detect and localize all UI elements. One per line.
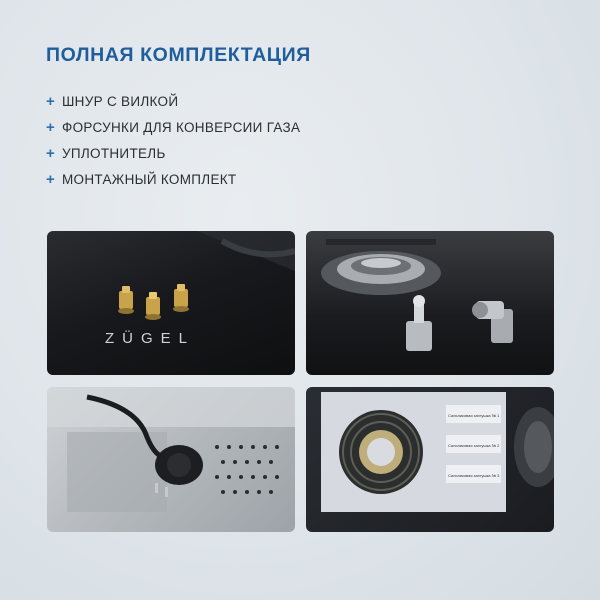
list-item <box>46 166 300 192</box>
nozzles-photo <box>47 231 295 375</box>
nozzle-icon <box>118 286 134 314</box>
list-item <box>46 88 300 114</box>
gasket-roll-icon <box>339 410 423 494</box>
label-text: Сальниковая заглушка № 3 <box>448 473 500 478</box>
list-item <box>46 140 300 166</box>
elbow-fitting-icon <box>472 301 513 343</box>
plus-icon: + <box>46 170 56 188</box>
list-item <box>46 114 300 140</box>
list-item-label: ШНУР С ВИЛКОЙ <box>62 93 179 109</box>
power-cord-photo <box>47 387 295 532</box>
burner-fittings-photo <box>306 231 554 375</box>
gasket-photo <box>306 387 554 532</box>
plus-icon: + <box>46 118 56 136</box>
nozzle-icon <box>173 284 189 312</box>
list-item-label: УПЛОТНИТЕЛЬ <box>62 145 166 161</box>
label-text: Сальниковая заглушка № 1 <box>448 413 500 418</box>
burner-icon <box>321 239 441 295</box>
nozzle-icon <box>145 292 161 320</box>
page-title: ПОЛНАЯ КОМПЛЕКТАЦИЯ <box>46 44 311 66</box>
label-text: Сальниковая заглушка № 2 <box>448 443 500 448</box>
equipment-list <box>46 88 300 192</box>
list-item-label: МОНТАЖНЫЙ КОМПЛЕКТ <box>62 171 237 187</box>
burner-icon <box>514 407 554 487</box>
list-item-label: ФОРСУНКИ ДЛЯ КОНВЕРСИИ ГАЗА <box>62 119 301 135</box>
plus-icon: + <box>46 144 56 162</box>
fitting-icon <box>406 295 432 351</box>
plus-icon: + <box>46 92 56 110</box>
brand-logo: ZÜGEL <box>105 330 196 347</box>
